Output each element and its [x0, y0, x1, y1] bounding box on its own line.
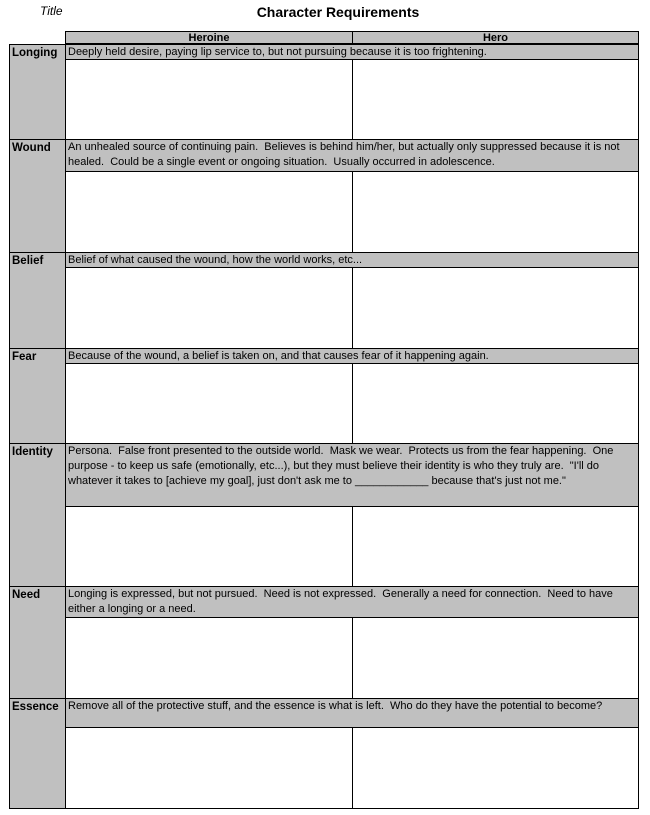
row-label-essence: Essence: [9, 698, 66, 809]
row-description-longing: Deeply held desire, paying lip service to, but not pursuing because it is too frightening.: [65, 44, 639, 60]
column-header-heroine: Heroine: [65, 31, 353, 44]
page-title: Character Requirements: [256, 4, 420, 20]
heroine-need-cell[interactable]: [65, 617, 353, 699]
row-description-fear: Because of the wound, a belief is taken on, and that causes fear of it happening again.: [65, 348, 639, 364]
hero-belief-cell[interactable]: [352, 267, 639, 349]
heroine-essence-cell[interactable]: [65, 727, 353, 809]
row-description-need: Longing is expressed, but not pursued. Need is not expressed. Generally a need for connection. Need to have either a longing or a need.: [65, 586, 639, 618]
title-label: Title: [40, 4, 63, 18]
row-label-fear: Fear: [9, 348, 66, 444]
row-label-need: Need: [9, 586, 66, 699]
heroine-wound-cell[interactable]: [65, 171, 353, 253]
row-description-belief: Belief of what caused the wound, how the world works, etc...: [65, 252, 639, 268]
hero-longing-cell[interactable]: [352, 59, 639, 140]
row-label-identity: Identity: [9, 443, 66, 587]
heroine-identity-cell[interactable]: [65, 506, 353, 587]
row-label-wound: Wound: [9, 139, 66, 253]
row-description-wound: An unhealed source of continuing pain. Believes is behind him/her, but actually only suppressed because it is not healed. Could be a single event or ongoing situation. Usually occurred in adolescence.: [65, 139, 639, 172]
row-description-essence: Remove all of the protective stuff, and the essence is what is left. Who do they have the potential to become?: [65, 698, 639, 728]
heroine-longing-cell[interactable]: [65, 59, 353, 140]
heroine-fear-cell[interactable]: [65, 363, 353, 444]
row-description-identity: Persona. False front presented to the outside world. Mask we wear. Protects us from the fear happening. One purpose - to keep us safe (emotionally, etc...), but they must believe their identity is who they truly are. "I'll do whatever it takes to [achieve my goal], just don't ask me to ____________ because that's just not me.": [65, 443, 639, 507]
hero-wound-cell[interactable]: [352, 171, 639, 253]
hero-identity-cell[interactable]: [352, 506, 639, 587]
row-label-belief: Belief: [9, 252, 66, 349]
hero-fear-cell[interactable]: [352, 363, 639, 444]
hero-essence-cell[interactable]: [352, 727, 639, 809]
column-header-hero: Hero: [352, 31, 639, 44]
row-label-longing: Longing: [9, 44, 66, 140]
hero-need-cell[interactable]: [352, 617, 639, 699]
heroine-belief-cell[interactable]: [65, 267, 353, 349]
